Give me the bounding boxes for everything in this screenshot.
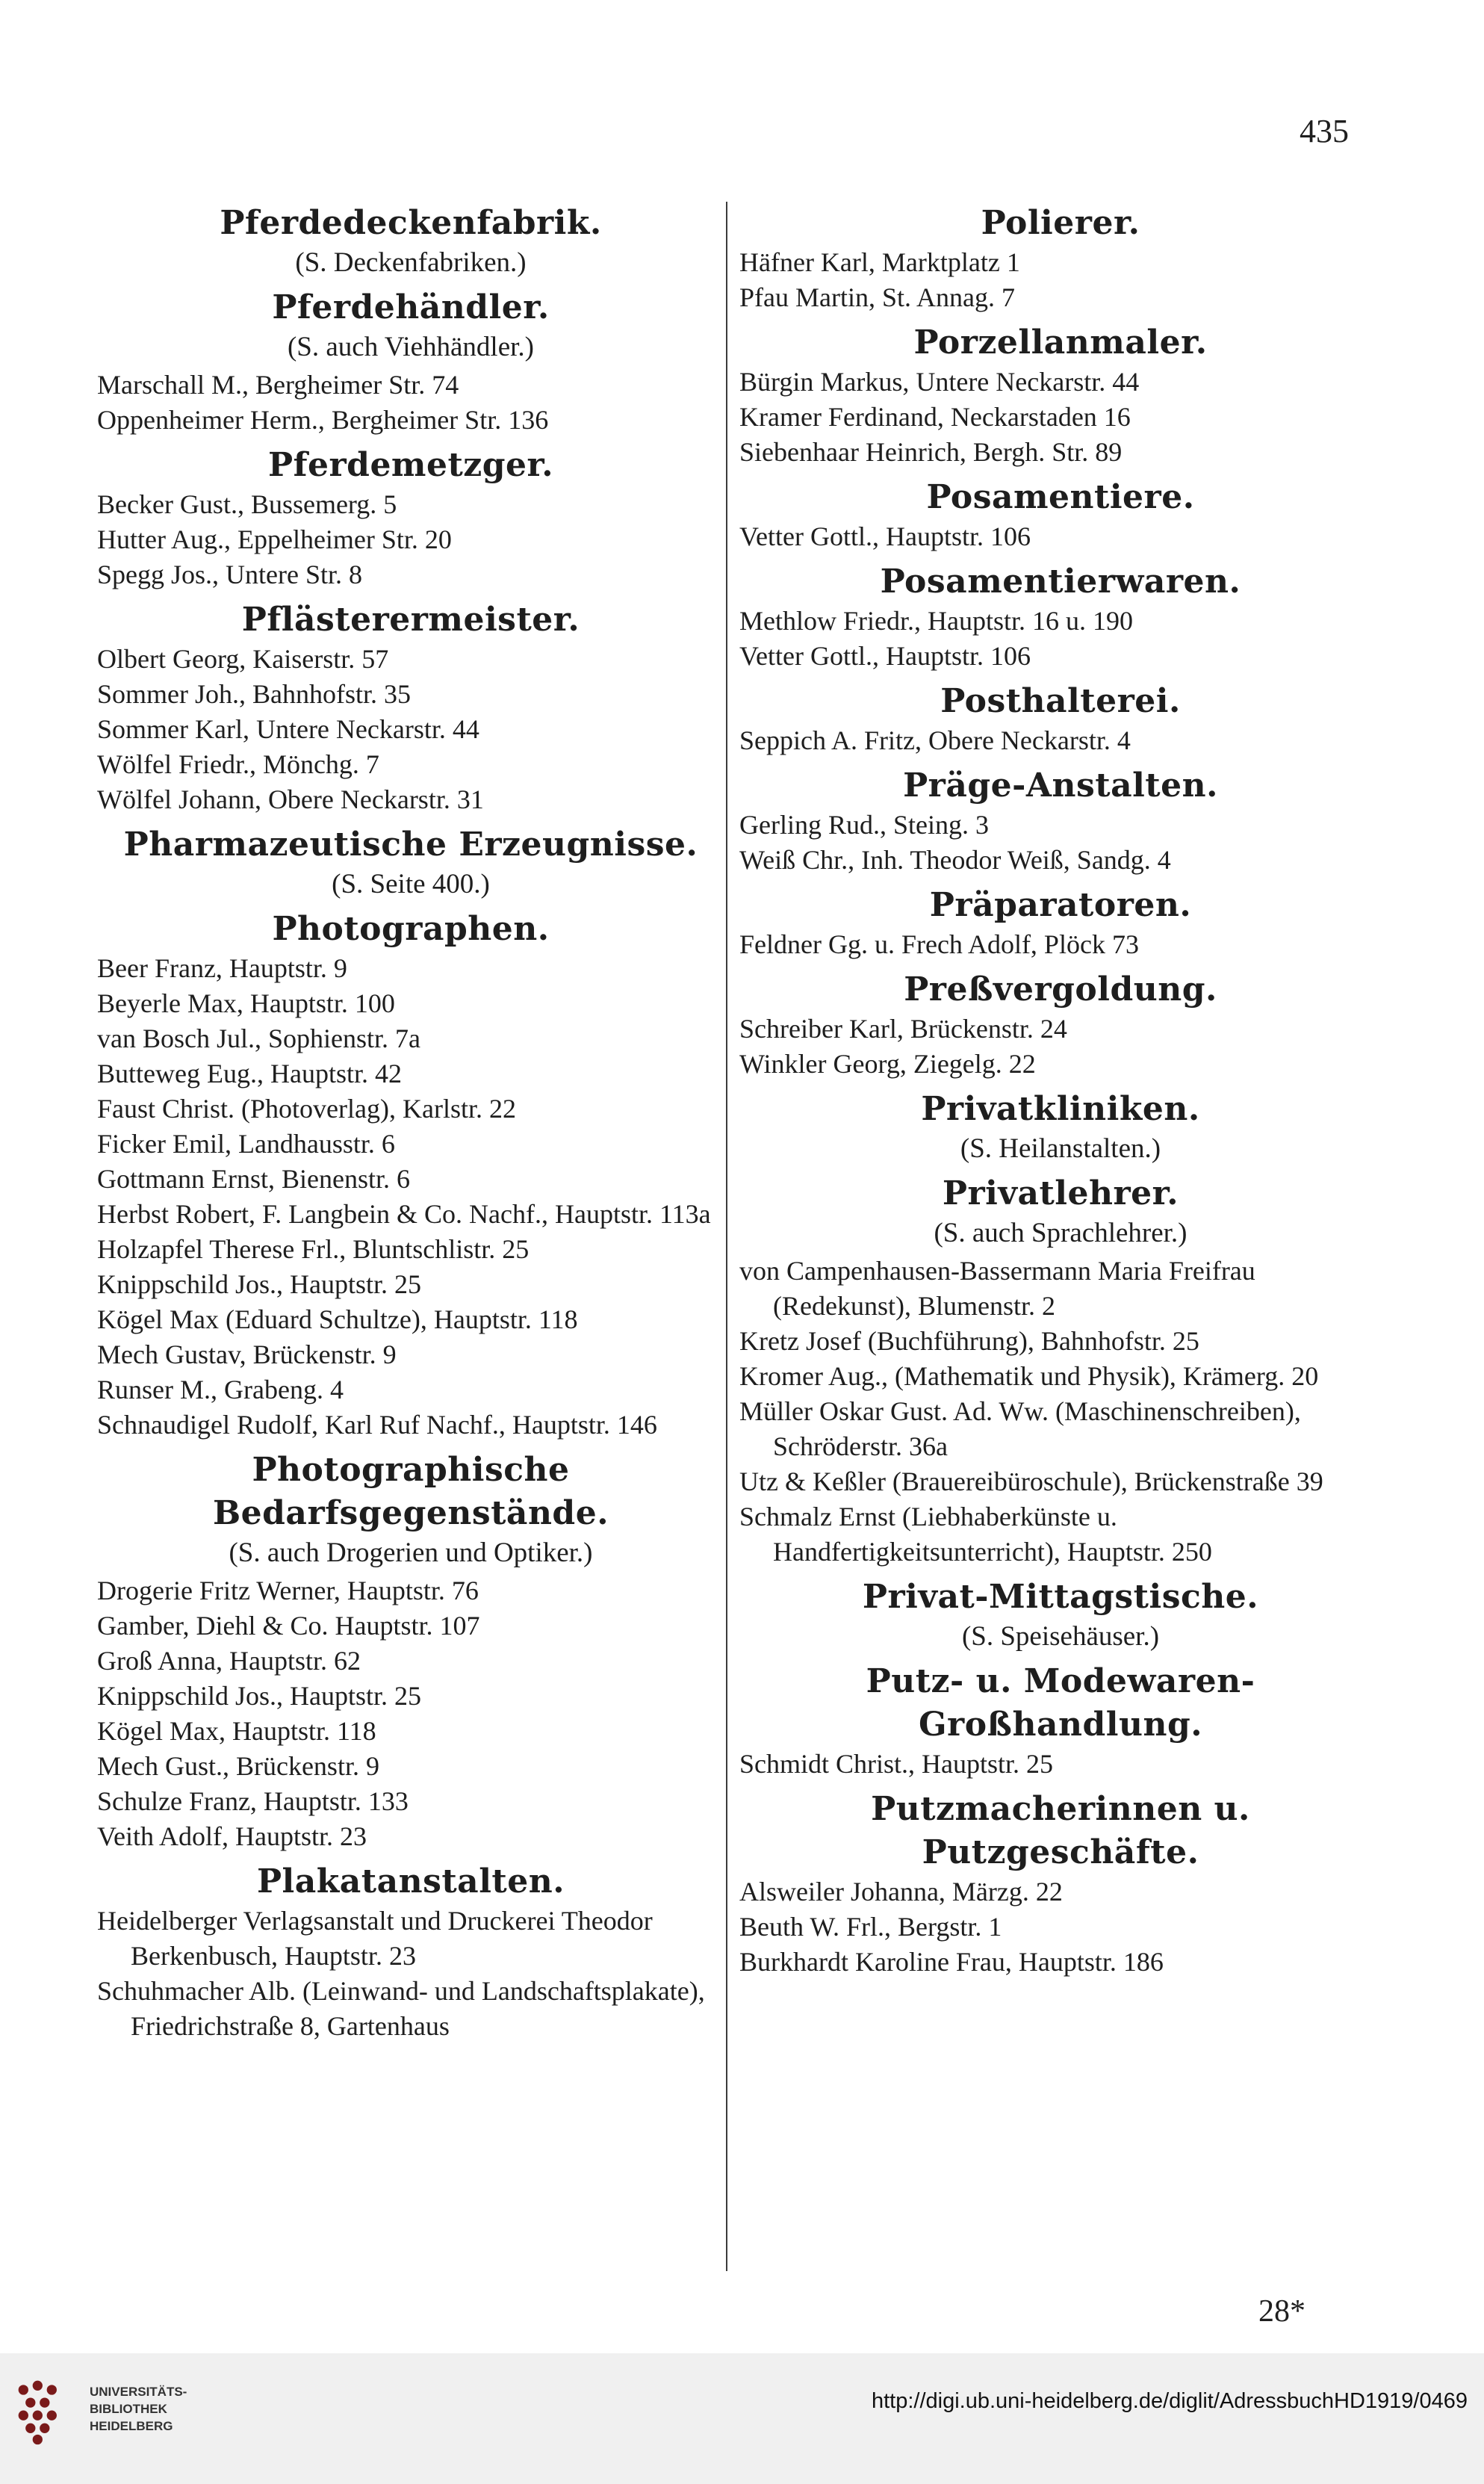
directory-entry: Knippschild Jos., Hauptstr. 25 [97, 1681, 422, 1711]
section-heading: Posthalterei. [940, 682, 1181, 720]
section-heading: Putz- u. Modewaren-Großhandlung. [866, 1662, 1255, 1744]
directory-entry: Siebenhaar Heinrich, Bergh. Str. 89 [739, 437, 1123, 467]
directory-entry: Sommer Joh., Bahnhofstr. 35 [97, 679, 411, 709]
section-heading: Präparatoren. [929, 886, 1192, 924]
section-note: (S. Deckenfabriken.) [295, 247, 527, 278]
sheet-signature: 28* [1258, 2294, 1306, 2329]
directory-section [739, 680, 1382, 758]
directory-entry: Schnaudigel Rudolf, Karl Ruf Nachf., Hauptstr. 146 [97, 1410, 657, 1440]
directory-section [739, 321, 1382, 470]
directory-section [739, 1576, 1382, 1654]
directory-entry: Alsweiler Johanna, Märzg. 22 [739, 1877, 1063, 1907]
section-heading: Privatkliniken. [921, 1090, 1200, 1128]
directory-entry: Gamber, Diehl & Co. Hauptstr. 107 [97, 1611, 480, 1641]
section-heading: Plakatanstalten. [256, 1862, 565, 1901]
directory-entry: Groß Anna, Hauptstr. 62 [97, 1646, 361, 1676]
directory-entry: Gerling Rud., Steing. 3 [739, 810, 989, 840]
section-note: (S. auch Drogerien und Optiker.) [229, 1537, 593, 1568]
page-number: 435 [1300, 113, 1349, 149]
directory-entry: Methlow Friedr., Hauptstr. 16 u. 190 [739, 606, 1133, 636]
section-heading: Porzellanmaler. [913, 323, 1208, 362]
directory-entry: Knippschild Jos., Hauptstr. 25 [97, 1269, 422, 1299]
section-note: (S. auch Sprachlehrer.) [934, 1218, 1187, 1248]
footer-bar [0, 2353, 1484, 2484]
section-heading: Polierer. [981, 204, 1140, 242]
directory-entry: von Campenhausen-Bassermann Maria Freifrau (Redekunst), Blumenstr. 2 [739, 1256, 1255, 1321]
directory-entry: Schulze Franz, Hauptstr. 133 [97, 1786, 409, 1816]
directory-entry: Gottmann Ernst, Bienenstr. 6 [97, 1164, 410, 1194]
directory-entry: Kretz Josef (Buchführung), Bahnhofstr. 25 [739, 1326, 1199, 1356]
directory-entry: Kögel Max, Hauptstr. 118 [97, 1716, 376, 1746]
directory-section [739, 1788, 1382, 1980]
section-heading: Photographische Bedarfsgegenstände. [212, 1451, 609, 1532]
directory-entry: Schreiber Karl, Brückenstr. 24 [739, 1014, 1067, 1044]
directory-entry: Herbst Robert, F. Langbein & Co. Nachf., Hauptstr. 113a [97, 1199, 711, 1229]
directory-entry: Holzapfel Therese Frl., Bluntschlistr. 25 [97, 1234, 530, 1264]
directory-entry: Wölfel Johann, Obere Neckarstr. 31 [97, 784, 484, 814]
directory-section [739, 560, 1382, 674]
directory-section [739, 764, 1382, 878]
section-heading: Pflästerermeister. [241, 601, 580, 639]
directory-entry: Burkhardt Karoline Frau, Hauptstr. 186 [739, 1947, 1164, 1977]
directory-entry: Schuhmacher Alb. (Leinwand- und Landschaftsplakate), Friedrichstraße 8, Gartenhaus [97, 1976, 705, 2041]
left-column [97, 202, 724, 2050]
right-column [739, 202, 1382, 1986]
directory-section [739, 1660, 1382, 1782]
directory-entry: Müller Oskar Gust. Ad. Ww. (Maschinenschreiben), Schröderstr. 36a [739, 1396, 1301, 1461]
directory-section [97, 444, 724, 592]
directory-entry: Veith Adolf, Hauptstr. 23 [97, 1821, 367, 1851]
directory-entry: van Bosch Jul., Sophienstr. 7a [97, 1023, 420, 1053]
section-heading: Pharmazeutische Erzeugnisse. [123, 826, 698, 864]
directory-entry: Runser M., Grabeng. 4 [97, 1375, 344, 1404]
directory-entry: Pfau Martin, St. Annag. 7 [739, 282, 1015, 312]
directory-entry: Faust Christ. (Photoverlag), Karlstr. 22 [97, 1094, 516, 1124]
directory-entry: Kromer Aug., (Mathematik und Physik), Krämerg. 20 [739, 1361, 1319, 1391]
section-heading: Posamentierwaren. [880, 563, 1241, 601]
section-heading: Posamentiere. [926, 478, 1195, 516]
directory-entry: Olbert Georg, Kaiserstr. 57 [97, 644, 389, 674]
directory-section [739, 968, 1382, 1082]
directory-section [739, 202, 1382, 315]
directory-entry: Häfner Karl, Marktplatz 1 [739, 247, 1020, 277]
directory-entry: Schmidt Christ., Hauptstr. 25 [739, 1749, 1054, 1779]
directory-entry: Beer Franz, Hauptstr. 9 [97, 953, 347, 983]
section-heading: Privatlehrer. [942, 1174, 1179, 1212]
directory-entry: Vetter Gottl., Hauptstr. 106 [739, 521, 1031, 551]
directory-section [97, 598, 724, 817]
section-heading: Putzmacherinnen u. Putzgeschäfte. [871, 1790, 1250, 1871]
section-heading: Präge-Anstalten. [903, 766, 1218, 805]
section-heading: Pferdehändler. [272, 288, 550, 326]
section-note: (S. Speisehäuser.) [961, 1621, 1160, 1652]
directory-entry: Drogerie Fritz Werner, Hauptstr. 76 [97, 1576, 479, 1605]
section-heading: Pferdemetzger. [267, 446, 554, 484]
directory-entry: Winkler Georg, Ziegelg. 22 [739, 1049, 1036, 1079]
directory-section [97, 908, 724, 1443]
directory-section [97, 823, 724, 902]
directory-entry: Beyerle Max, Hauptstr. 100 [97, 988, 395, 1018]
directory-section [97, 1449, 724, 1854]
library-name-line: BIBLIOTHEK [90, 2402, 167, 2416]
section-heading: Preßvergoldung. [904, 970, 1217, 1009]
directory-entry: Mech Gustav, Brückenstr. 9 [97, 1339, 397, 1369]
directory-section [97, 1860, 724, 2044]
directory-section [739, 884, 1382, 962]
library-name-line: HEIDELBERG [90, 2419, 173, 2433]
section-heading: Photographen. [272, 910, 550, 948]
section-note: (S. auch Viehhändler.) [287, 332, 534, 362]
directory-section [739, 476, 1382, 554]
directory-entry: Utz & Keßler (Brauereibüroschule), Brückenstraße 39 [739, 1466, 1323, 1496]
directory-entry: Sommer Karl, Untere Neckarstr. 44 [97, 714, 479, 744]
section-note: (S. Heilanstalten.) [960, 1133, 1161, 1164]
library-logo-icon [13, 2376, 84, 2447]
directory-entry: Marschall M., Bergheimer Str. 74 [97, 370, 459, 400]
directory-section [739, 1172, 1382, 1570]
directory-entry: Oppenheimer Herm., Bergheimer Str. 136 [97, 405, 549, 435]
directory-section [97, 202, 724, 280]
directory-entry: Seppich A. Fritz, Obere Neckarstr. 4 [739, 725, 1131, 755]
section-heading: Privat-Mittagstische. [862, 1578, 1259, 1616]
directory-section [97, 286, 724, 438]
directory-entry: Bürgin Markus, Untere Neckarstr. 44 [739, 367, 1140, 397]
directory-entry: Heidelberger Verlagsanstalt und Druckerei Theodor Berkenbusch, Hauptstr. 23 [97, 1906, 653, 1971]
directory-entry: Feldner Gg. u. Frech Adolf, Plöck 73 [739, 929, 1139, 959]
directory-entry: Becker Gust., Bussemerg. 5 [97, 489, 397, 519]
section-heading: Pferdedeckenfabrik. [220, 204, 602, 242]
directory-entry: Spegg Jos., Untere Str. 8 [97, 560, 362, 589]
directory-entry: Schmalz Ernst (Liebhaberkünste u. Handfertigkeitsunterricht), Hauptstr. 250 [739, 1502, 1212, 1567]
directory-entry: Butteweg Eug., Hauptstr. 42 [97, 1059, 402, 1088]
library-name [90, 2383, 187, 2435]
directory-entry: Weiß Chr., Inh. Theodor Weiß, Sandg. 4 [739, 845, 1171, 875]
directory-entry: Kögel Max (Eduard Schultze), Hauptstr. 118 [97, 1304, 578, 1334]
directory-entry: Wölfel Friedr., Mönchg. 7 [97, 749, 379, 779]
directory-entry: Hutter Aug., Eppelheimer Str. 20 [97, 524, 452, 554]
library-name-line: UNIVERSITÄTS- [90, 2385, 187, 2399]
section-note: (S. Seite 400.) [332, 869, 490, 899]
source-url-link[interactable]: http://digi.ub.uni-heidelberg.de/diglit/AdressbuchHD1919/0469 [871, 2389, 1468, 2413]
directory-entry: Vetter Gottl., Hauptstr. 106 [739, 641, 1031, 671]
directory-entry: Kramer Ferdinand, Neckarstaden 16 [739, 402, 1131, 432]
column-divider [726, 202, 727, 2271]
directory-entry: Beuth W. Frl., Bergstr. 1 [739, 1912, 1002, 1942]
directory-entry: Mech Gust., Brückenstr. 9 [97, 1751, 379, 1781]
directory-entry: Ficker Emil, Landhausstr. 6 [97, 1129, 395, 1159]
directory-section [739, 1088, 1382, 1166]
